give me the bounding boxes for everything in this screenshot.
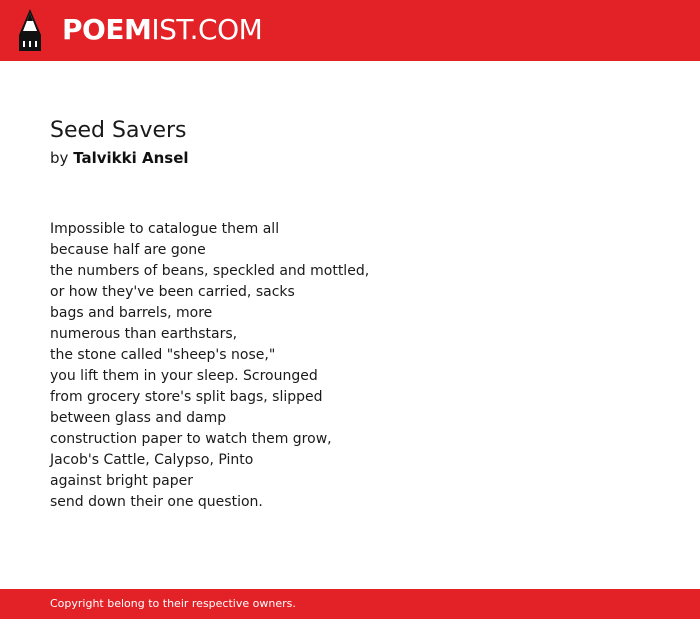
poem-line: against bright paper [50, 473, 193, 489]
pencil-icon[interactable] [17, 9, 43, 51]
poem-line: between glass and damp [50, 410, 227, 426]
poem-body [50, 219, 369, 513]
poem-line: construction paper to watch them grow, [50, 431, 332, 447]
logo-text-bold: POEM [62, 13, 152, 46]
byline-prefix: by [50, 149, 69, 167]
poem-line: from grocery store's split bags, slipped [50, 389, 323, 405]
byline [50, 148, 189, 168]
poem-line: bags and barrels, more [50, 305, 213, 321]
poem-line: numerous than earthstars, [50, 326, 238, 342]
poem-line: Jacob's Cattle, Calypso, Pinto [50, 452, 254, 468]
site-logo[interactable] [62, 13, 262, 47]
poem-title: Seed Savers [50, 118, 187, 143]
logo-text-light: IST.COM [151, 13, 263, 46]
poem-line: Impossible to catalogue them all [50, 221, 280, 237]
poem-line: because half are gone [50, 242, 206, 258]
poem-line: the stone called "sheep's nose," [50, 347, 276, 363]
copyright-notice: Copyright belong to their respective owners. [50, 597, 296, 610]
site-header [0, 0, 700, 61]
author-name[interactable]: Talvikki Ansel [73, 149, 189, 167]
poem-line: you lift them in your sleep. Scrounged [50, 368, 318, 384]
poem-line: the numbers of beans, speckled and mottled, [50, 263, 370, 279]
site-footer [0, 589, 700, 619]
poem-line: or how they've been carried, sacks [50, 284, 295, 300]
poem-line: send down their one question. [50, 494, 263, 510]
